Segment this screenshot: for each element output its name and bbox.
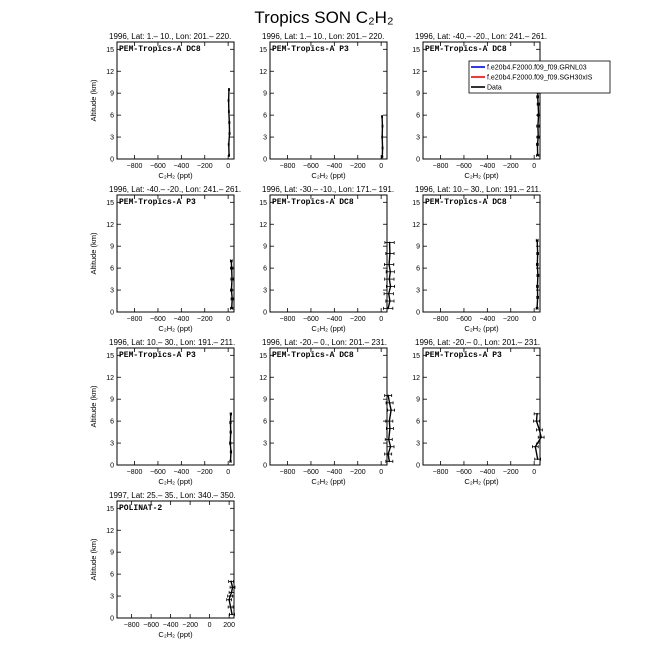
x-tick-label: −600	[150, 163, 166, 170]
x-axis-label: C₂H₂ (ppt)	[311, 324, 346, 333]
y-tick-label: 3	[110, 440, 114, 448]
data-point	[538, 114, 540, 116]
plot-frame	[117, 501, 234, 618]
x-tick-label: −800	[126, 316, 143, 323]
data-point	[388, 293, 390, 295]
data-point	[231, 592, 233, 594]
x-tick-label: −200	[349, 163, 366, 170]
panel-6	[412, 185, 541, 333]
panel-header: 1996, Lat: -40.– -20., Lon: 241.– 261.	[109, 185, 242, 194]
x-tick-label: −800	[126, 163, 143, 170]
x-tick-label: −400	[173, 316, 190, 323]
data-point	[537, 275, 539, 277]
data-line	[388, 243, 390, 309]
data-point	[230, 422, 232, 424]
y-tick-label: 9	[263, 243, 267, 251]
y-tick-label: 3	[263, 134, 267, 142]
mission-label: PEM-Tropics-A P3	[272, 45, 349, 54]
panel-4	[89, 185, 241, 333]
panel-10	[89, 491, 236, 639]
x-tick-label: −200	[349, 316, 366, 323]
x-tick-label: −800	[432, 469, 449, 476]
data-point	[390, 286, 392, 288]
x-tick-label: −400	[326, 469, 343, 476]
x-axis-label: C₂H₂ (ppt)	[311, 477, 346, 486]
y-tick-label: 15	[259, 352, 267, 360]
y-tick-label: 15	[412, 199, 420, 207]
data-point	[228, 100, 230, 102]
x-tick-label: −400	[326, 316, 343, 323]
x-tick-label: −800	[126, 469, 143, 476]
x-tick-label: 0	[379, 163, 384, 170]
x-tick-label: −400	[479, 163, 496, 170]
data-point	[230, 260, 232, 262]
y-tick-label: 3	[110, 134, 114, 142]
x-tick-label: 0	[207, 622, 212, 629]
data-point	[231, 278, 233, 280]
y-axis-label: Altitude (km)	[89, 538, 98, 581]
mission-label: PEM-Tropics-A DC8	[425, 198, 507, 207]
y-tick-label: 0	[416, 156, 420, 164]
x-tick-label: −600	[303, 316, 319, 323]
x-axis-label: C₂H₂ (ppt)	[158, 324, 193, 333]
x-axis-label: C₂H₂ (ppt)	[311, 171, 346, 180]
data-point	[387, 395, 389, 397]
panel-header: 1996, Lat: -40.– -20., Lon: 241.– 261.	[415, 32, 548, 41]
data-point	[388, 264, 390, 266]
mission-label: PEM-Tropics-A P3	[425, 351, 502, 360]
x-tick-label: 0	[532, 316, 537, 323]
y-axis-label: Altitude (km)	[89, 232, 98, 275]
data-point	[228, 89, 230, 91]
y-tick-label: 12	[106, 527, 114, 535]
y-tick-label: 9	[416, 243, 420, 251]
mission-label: POLINAT-2	[119, 504, 163, 513]
x-tick-label: −400	[162, 622, 179, 629]
mission-label: PEM-Tropics-A P3	[119, 198, 196, 207]
y-tick-label: 6	[416, 112, 420, 120]
y-tick-label: 0	[110, 615, 114, 623]
mission-label: PEM-Tropics-A DC8	[272, 198, 354, 207]
figure-title: Tropics SON C₂H₂	[254, 8, 394, 27]
y-tick-label: 15	[106, 199, 114, 207]
data-point	[231, 307, 233, 309]
x-tick-label: 200	[223, 622, 235, 629]
data-point	[389, 300, 391, 302]
x-tick-label: −600	[456, 469, 472, 476]
data-line	[229, 581, 232, 614]
data-point	[534, 446, 536, 448]
y-tick-label: 0	[416, 462, 420, 470]
panel-header: 1996, Lat: 1.– 10., Lon: 201.– 220.	[109, 32, 232, 41]
x-tick-label: −600	[150, 316, 166, 323]
mission-label: PEM-Tropics-A DC8	[425, 45, 507, 54]
y-tick-label: 9	[263, 90, 267, 98]
x-tick-label: −200	[502, 163, 519, 170]
y-tick-label: 12	[106, 374, 114, 382]
y-tick-label: 15	[259, 46, 267, 54]
data-point	[381, 136, 383, 138]
plot-frame	[423, 42, 540, 159]
x-tick-label: −200	[502, 316, 519, 323]
data-point	[382, 125, 384, 127]
y-tick-label: 12	[106, 221, 114, 229]
y-tick-label: 3	[110, 287, 114, 295]
data-point	[231, 289, 233, 291]
x-tick-label: −600	[143, 622, 160, 629]
data-point	[389, 271, 391, 273]
mission-label: PEM-Tropics-A P3	[119, 351, 196, 360]
plot-frame	[270, 195, 387, 312]
data-point	[230, 431, 232, 433]
panel-header: 1996, Lat: 10.– 30., Lon: 191.– 211.	[109, 338, 236, 347]
x-tick-label: −200	[502, 469, 519, 476]
x-tick-label: 0	[379, 316, 384, 323]
x-axis-label: C₂H₂ (ppt)	[158, 171, 193, 180]
panel-2	[259, 32, 387, 180]
panels-group	[89, 32, 547, 639]
data-point	[230, 606, 232, 608]
data-point	[228, 599, 230, 601]
y-tick-label: 3	[263, 440, 267, 448]
y-tick-label: 15	[106, 352, 114, 360]
x-tick-label: 0	[226, 469, 231, 476]
panel-3	[412, 32, 547, 180]
data-point	[229, 442, 231, 444]
x-tick-label: −600	[303, 469, 319, 476]
x-tick-label: −600	[456, 163, 472, 170]
x-tick-label: −200	[349, 469, 366, 476]
y-tick-label: 12	[259, 68, 267, 76]
data-point	[388, 420, 390, 422]
x-tick-label: −600	[456, 316, 472, 323]
data-point	[230, 413, 232, 415]
y-tick-label: 12	[412, 374, 420, 382]
y-tick-label: 3	[263, 287, 267, 295]
x-tick-label: −400	[479, 316, 496, 323]
data-point	[230, 460, 232, 462]
data-point	[537, 154, 539, 156]
y-tick-label: 0	[263, 309, 267, 317]
panel-header: 1996, Lat: 1.– 10., Lon: 201.– 220.	[262, 32, 385, 41]
data-point	[381, 116, 383, 118]
plot-frame	[423, 195, 540, 312]
data-point	[381, 156, 383, 158]
y-tick-label: 15	[106, 46, 114, 54]
x-tick-label: 0	[532, 163, 537, 170]
x-tick-label: −600	[303, 163, 319, 170]
data-point	[390, 446, 392, 448]
data-point	[228, 154, 230, 156]
y-tick-label: 15	[412, 352, 420, 360]
legend	[469, 61, 610, 93]
y-tick-label: 0	[416, 309, 420, 317]
y-tick-label: 12	[259, 221, 267, 229]
legend-label: Data	[487, 84, 502, 92]
x-tick-label: 0	[379, 469, 384, 476]
data-point	[389, 242, 391, 244]
data-point	[229, 595, 231, 597]
x-tick-label: −400	[173, 163, 190, 170]
x-axis-label: C₂H₂ (ppt)	[464, 324, 499, 333]
x-tick-label: −200	[196, 316, 213, 323]
x-tick-label: 0	[532, 469, 537, 476]
x-tick-label: −800	[279, 469, 296, 476]
x-tick-label: −800	[279, 163, 296, 170]
data-point	[230, 451, 232, 453]
y-tick-label: 6	[263, 418, 267, 426]
y-tick-label: 9	[263, 396, 267, 404]
x-axis-label: C₂H₂ (ppt)	[464, 171, 499, 180]
y-tick-label: 3	[416, 440, 420, 448]
data-point	[229, 133, 231, 135]
x-tick-label: −400	[326, 163, 343, 170]
data-point	[536, 420, 538, 422]
data-point	[390, 409, 392, 411]
x-tick-label: −200	[182, 622, 199, 629]
panel-8	[259, 338, 394, 486]
x-tick-label: −800	[432, 163, 449, 170]
data-point	[388, 278, 390, 280]
mission-label: PEM-Tropics-A DC8	[119, 45, 201, 54]
y-tick-label: 6	[110, 112, 114, 120]
panel-header: 1996, Lat: -20.– 0., Lon: 201.– 231.	[262, 338, 387, 347]
data-point	[387, 453, 389, 455]
y-tick-label: 6	[263, 112, 267, 120]
panel-header: 1996, Lat: -30.– -10., Lon: 171.– 191.	[262, 185, 395, 194]
data-point	[536, 239, 538, 241]
data-point	[539, 429, 541, 431]
y-axis-label: Altitude (km)	[89, 79, 98, 122]
y-tick-label: 6	[110, 265, 114, 273]
x-axis-label: C₂H₂ (ppt)	[158, 630, 193, 639]
data-point	[231, 267, 233, 269]
data-line	[230, 414, 231, 462]
panel-header: 1996, Lat: -20.– 0., Lon: 201.– 231.	[415, 338, 540, 347]
y-tick-label: 0	[110, 462, 114, 470]
data-point	[231, 298, 233, 300]
data-point	[537, 125, 539, 127]
y-tick-label: 12	[106, 68, 114, 76]
y-tick-label: 6	[416, 418, 420, 426]
data-point	[228, 143, 230, 145]
plot-frame	[117, 42, 234, 159]
data-point	[389, 402, 391, 404]
x-tick-label: −800	[432, 316, 449, 323]
panel-7	[89, 338, 235, 486]
panel-1	[89, 32, 234, 180]
y-tick-label: 15	[259, 199, 267, 207]
x-tick-label: −400	[479, 469, 496, 476]
panel-header: 1996, Lat: 10.– 30., Lon: 191.– 211.	[415, 185, 542, 194]
y-tick-label: 6	[416, 265, 420, 273]
plot-frame	[423, 348, 540, 465]
y-tick-label: 9	[110, 243, 114, 251]
y-tick-label: 3	[110, 593, 114, 601]
data-point	[537, 286, 539, 288]
y-tick-label: 3	[416, 134, 420, 142]
panel-header: 1997, Lat: 25.– 35., Lon: 340.– 350.	[109, 491, 236, 500]
data-point	[228, 122, 230, 124]
x-axis-label: C₂H₂ (ppt)	[464, 477, 499, 486]
y-tick-label: 9	[416, 396, 420, 404]
panel-9	[412, 338, 544, 486]
legend-label: f.e20b4.F2000.f09_f09.GRNL03	[487, 64, 587, 72]
data-point	[537, 103, 539, 105]
data-point	[388, 439, 390, 441]
x-tick-label: −200	[196, 163, 213, 170]
legend-label: f.e20b4.F2000.f09_f09.SGH30xIS	[487, 74, 593, 82]
plot-frame	[270, 348, 387, 465]
y-tick-label: 0	[263, 156, 267, 164]
data-point	[228, 111, 230, 113]
y-tick-label: 9	[110, 90, 114, 98]
x-tick-label: 0	[226, 316, 231, 323]
data-point	[536, 264, 538, 266]
data-point	[231, 613, 233, 615]
data-point	[536, 307, 538, 309]
y-tick-label: 9	[110, 396, 114, 404]
y-tick-label: 12	[412, 68, 420, 76]
y-tick-label: 0	[110, 156, 114, 164]
y-tick-label: 6	[110, 418, 114, 426]
x-axis-label: C₂H₂ (ppt)	[158, 477, 193, 486]
data-point	[387, 307, 389, 309]
data-point	[537, 136, 539, 138]
y-tick-label: 0	[263, 462, 267, 470]
data-point	[232, 586, 234, 588]
x-tick-label: −600	[150, 469, 166, 476]
data-point	[389, 253, 391, 255]
plot-frame	[117, 195, 234, 312]
y-tick-label: 12	[259, 374, 267, 382]
y-tick-label: 9	[110, 549, 114, 557]
data-point	[389, 428, 391, 430]
x-tick-label: 0	[226, 163, 231, 170]
data-point	[537, 253, 539, 255]
y-tick-label: 0	[110, 309, 114, 317]
data-point	[537, 143, 539, 145]
y-tick-label: 6	[110, 571, 114, 579]
x-tick-label: −800	[279, 316, 296, 323]
x-tick-label: −800	[123, 622, 140, 629]
data-point	[388, 460, 390, 462]
mission-label: PEM-Tropics-A DC8	[272, 351, 354, 360]
y-tick-label: 12	[412, 221, 420, 229]
data-point	[537, 96, 539, 98]
data-point	[540, 436, 542, 438]
y-tick-label: 15	[412, 46, 420, 54]
y-axis-label: Altitude (km)	[89, 385, 98, 428]
plot-frame	[117, 348, 234, 465]
y-tick-label: 3	[416, 287, 420, 295]
y-tick-label: 15	[106, 505, 114, 513]
data-point	[382, 147, 384, 149]
panel-5	[259, 185, 394, 333]
x-tick-label: −400	[173, 469, 190, 476]
data-point	[537, 296, 539, 298]
data-point	[537, 458, 539, 460]
y-tick-label: 6	[263, 265, 267, 273]
data-point	[536, 413, 538, 415]
y-tick-label: 9	[416, 90, 420, 98]
data-point	[230, 581, 232, 583]
x-tick-label: −200	[196, 469, 213, 476]
plot-frame	[270, 42, 387, 159]
